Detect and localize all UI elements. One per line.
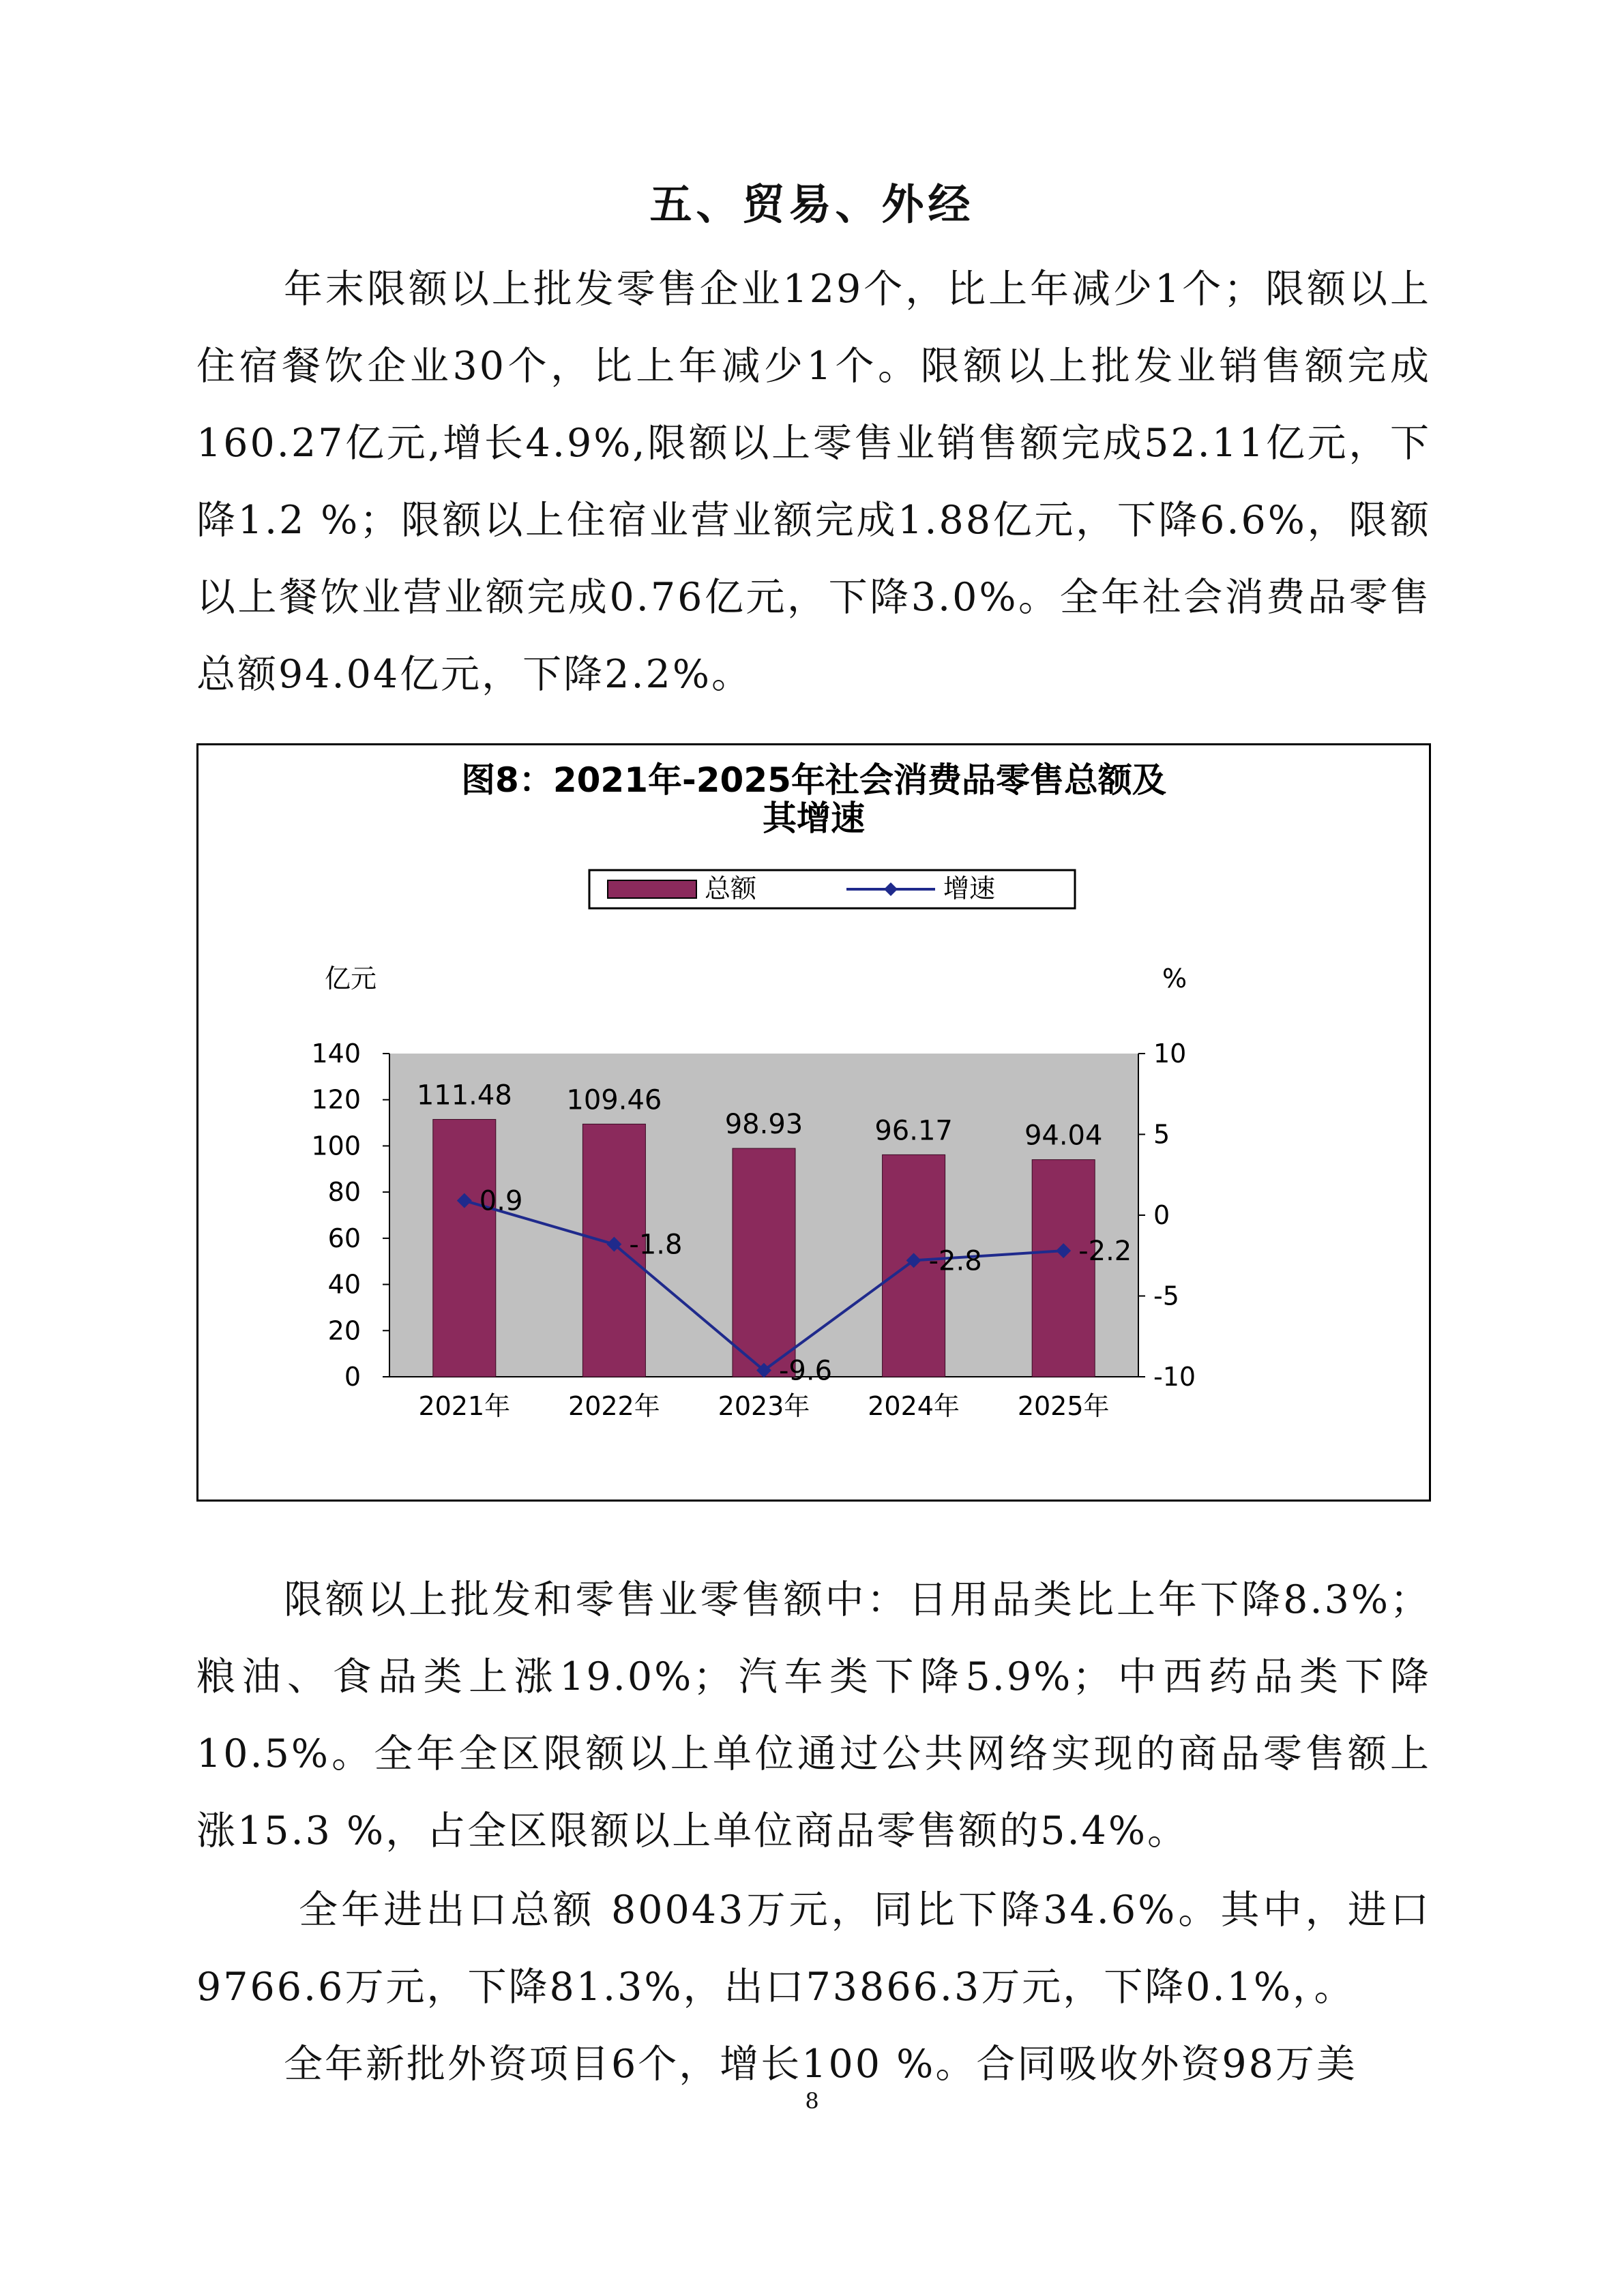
paragraph-trade-retail: 年末限额以上批发零售企业129个，比上年减少1个；限额以上住宿餐饮企业30个，比上年减少1个。限额以上批发业销售额完成160.27亿元,增长4.9%,限额以上零售业销售额完成52.11亿元，下降1.2 %；限额以上住宿业营业额完成1.88亿元，下降6.6%，限额以上餐饮业营业额完成0.76亿元，下降3.0%。全年社会消费品零售总额94.04亿元，下降2.2%。 — [196, 267, 1431, 697]
left-axis-unit: 亿元 — [325, 964, 377, 994]
bar-total — [1032, 1160, 1095, 1377]
left-tick-label: 100 — [311, 1131, 361, 1161]
right-axis-unit: % — [1162, 964, 1187, 994]
chart-frame — [196, 743, 1431, 1502]
left-tick-label: 0 — [344, 1362, 361, 1392]
x-tick-label: 2023年 — [718, 1391, 810, 1421]
bar-value-label: 98.93 — [724, 1109, 803, 1141]
bar-total — [733, 1148, 795, 1377]
x-tick-label: 2021年 — [418, 1391, 511, 1421]
x-tick-label: 2022年 — [568, 1391, 660, 1421]
chart-legend — [589, 870, 1075, 908]
left-tick-label: 80 — [327, 1177, 361, 1208]
x-tick-label: 2025年 — [1017, 1391, 1110, 1421]
legend-label-growth: 增速 — [943, 874, 996, 904]
section-heading: 五、贸易、外经 — [649, 179, 975, 229]
growth-value-label: -2.8 — [928, 1245, 982, 1277]
legend-bar-swatch — [608, 880, 696, 898]
bar-value-label: 109.46 — [566, 1084, 662, 1116]
right-tick-label: 10 — [1153, 1039, 1187, 1069]
bar-total — [433, 1120, 496, 1377]
plot-area — [311, 1039, 1196, 1421]
left-tick-label: 20 — [327, 1315, 361, 1346]
legend-label-total: 总额 — [705, 874, 757, 904]
right-tick-label: -10 — [1153, 1362, 1196, 1392]
paragraph-retail-categories: 限额以上批发和零售业零售额中：日用品类比上年下降8.3%；粮油、食品类上涨19.0%；汽车类下降5.9%；中西药品类下降10.5%。全年全区限额以上单位通过公共网络实现的商品零售额上涨15.3 %，占全区限额以上单位商品零售额的5.4%。 — [196, 1577, 1431, 1853]
left-tick-label: 60 — [327, 1223, 361, 1253]
right-tick-label: 5 — [1153, 1119, 1170, 1150]
right-tick-label: 0 — [1153, 1200, 1170, 1230]
right-tick-label: -5 — [1153, 1281, 1179, 1311]
chart-title-line1: 图8：2021年-2025年社会消费品零售总额及 — [461, 760, 1166, 800]
bar-value-label: 94.04 — [1024, 1120, 1103, 1152]
growth-value-label: -2.2 — [1078, 1236, 1132, 1268]
chart-title-line2: 其增速 — [763, 799, 865, 838]
paragraph-import-export: 全年进出口总额 80043万元，同比下降34.6%。其中，进口9766.6万元，下降81.3%，出口73866.3万元，下降0.1%，。 — [196, 1888, 1431, 2010]
bar-value-label: 96.17 — [874, 1115, 953, 1147]
growth-value-label: 0.9 — [479, 1185, 523, 1217]
paragraph-foreign-investment: 全年新批外资项目6个，增长100 %。合同吸收外资98万美 — [284, 2042, 1357, 2087]
left-tick-label: 120 — [311, 1084, 361, 1115]
retail-sales-chart — [198, 745, 1429, 1500]
x-tick-label: 2024年 — [868, 1391, 960, 1421]
bar-value-label: 111.48 — [416, 1079, 512, 1112]
growth-value-label: -1.8 — [629, 1229, 683, 1261]
growth-value-label: -9.6 — [779, 1355, 833, 1387]
page-number: 8 — [805, 2088, 819, 2114]
left-tick-label: 40 — [327, 1269, 361, 1300]
left-tick-label: 140 — [311, 1039, 361, 1069]
